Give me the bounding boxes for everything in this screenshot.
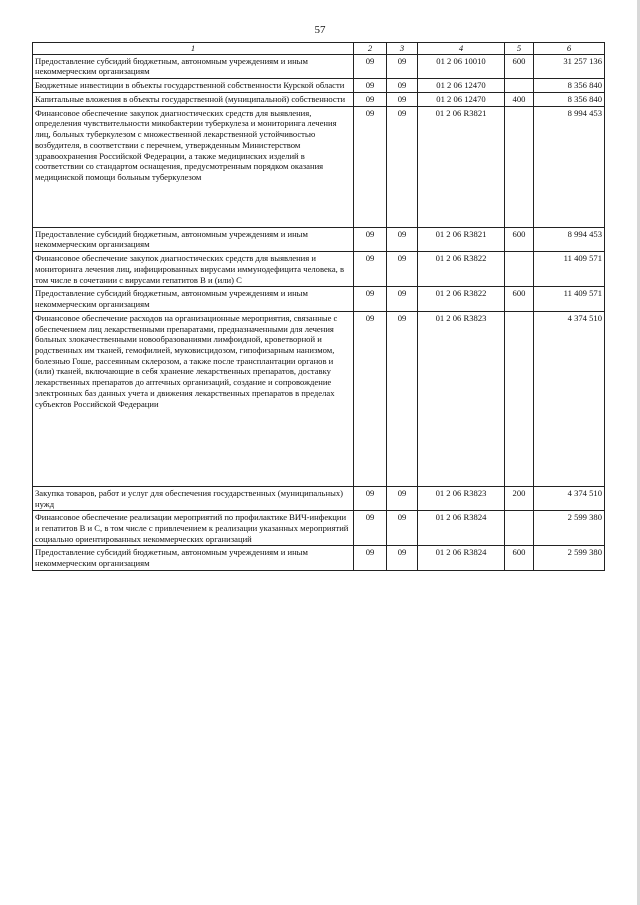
row-section: 09 <box>354 92 387 106</box>
row-expense-type <box>505 79 534 93</box>
row-name: Бюджетные инвестиции в объекты государственной собственности Курской области <box>33 79 354 93</box>
row-name: Финансовое обеспечение закупок диагностических средств для выявления и мониторинга лечения лиц, инфицированных вирусами иммунодефицита человека, в том числе в сочетании с вирусами гепатитов В и (или) С <box>33 252 354 287</box>
row-expense-type: 400 <box>505 92 534 106</box>
row-target-code: 01 2 06 R3821 <box>418 227 505 251</box>
row-name: Предоставление субсидий бюджетным, автономным учреждениям и иным некоммерческим организациям <box>33 54 354 78</box>
row-amount: 8 356 840 <box>534 92 605 106</box>
row-target-code: 01 2 06 R3821 <box>418 106 505 227</box>
row-subsection: 09 <box>387 54 418 78</box>
row-target-code: 01 2 06 R3822 <box>418 252 505 287</box>
row-target-code: 01 2 06 10010 <box>418 54 505 78</box>
row-subsection: 09 <box>387 486 418 510</box>
row-amount: 11 409 571 <box>534 287 605 311</box>
row-expense-type <box>505 311 534 486</box>
row-target-code: 01 2 06 R3824 <box>418 511 505 546</box>
row-amount: 4 374 510 <box>534 311 605 486</box>
row-target-code: 01 2 06 R3823 <box>418 486 505 510</box>
budget-table <box>32 42 605 571</box>
row-target-code: 01 2 06 R3824 <box>418 546 505 570</box>
table-row <box>33 311 605 486</box>
header-col-4: 4 <box>418 43 505 55</box>
table-row <box>33 106 605 227</box>
row-expense-type: 600 <box>505 54 534 78</box>
row-amount: 2 599 380 <box>534 546 605 570</box>
row-section: 09 <box>354 252 387 287</box>
row-expense-type: 600 <box>505 546 534 570</box>
row-subsection: 09 <box>387 106 418 227</box>
row-name: Финансовое обеспечение реализации мероприятий по профилактике ВИЧ-инфекции и гепатитов В и С, в том числе с привлечением к реализации указанных мероприятий социально ориентированных некоммерческих организаций <box>33 511 354 546</box>
row-section: 09 <box>354 54 387 78</box>
row-name: Закупка товаров, работ и услуг для обеспечения государственных (муниципальных) нужд <box>33 486 354 510</box>
row-expense-type: 200 <box>505 486 534 510</box>
row-name: Финансовое обеспечение закупок диагностических средств для выявления, определения чувствительности микобактерии туберкулеза и мониторинга лечения лиц, больных туберкулезом с множественной лекарственной устойчивостью возбудителя, в соответствии с перечнем, утвержденным Министерством здравоохранения Российской Федерации, а также медицинских изделий в соответствии со стандартом оснащения, предусмотренным порядком оказания медицинской помощи больным туберкулезом <box>33 106 354 227</box>
header-col-2: 2 <box>354 43 387 55</box>
row-name: Капитальные вложения в объекты государственной (муниципальной) собственности <box>33 92 354 106</box>
row-section: 09 <box>354 287 387 311</box>
header-col-5: 5 <box>505 43 534 55</box>
row-amount: 8 356 840 <box>534 79 605 93</box>
row-section: 09 <box>354 311 387 486</box>
row-subsection: 09 <box>387 252 418 287</box>
row-name: Предоставление субсидий бюджетным, автономным учреждениям и иным некоммерческим организациям <box>33 227 354 251</box>
row-section: 09 <box>354 486 387 510</box>
row-expense-type: 600 <box>505 227 534 251</box>
row-expense-type <box>505 106 534 227</box>
row-amount: 11 409 571 <box>534 252 605 287</box>
table-row <box>33 92 605 106</box>
row-target-code: 01 2 06 12470 <box>418 92 505 106</box>
row-subsection: 09 <box>387 546 418 570</box>
table-row <box>33 546 605 570</box>
row-target-code: 01 2 06 R3822 <box>418 287 505 311</box>
header-col-6: 6 <box>534 43 605 55</box>
row-expense-type <box>505 252 534 287</box>
row-subsection: 09 <box>387 511 418 546</box>
row-section: 09 <box>354 79 387 93</box>
table-row <box>33 486 605 510</box>
row-section: 09 <box>354 106 387 227</box>
table-row <box>33 79 605 93</box>
row-name: Финансовое обеспечение расходов на организационные мероприятия, связанные с обеспечением лиц лекарственными препаратами, предназначенными для лечения больных злокачественными новообразованиями лимфоидной, кроветворной и родственных им тканей, гемофилией, муковисцидозом, гипофизарным нанизмом, болезнью Гоше, рассеянным склерозом, а также после трансплантации органов и (или) тканей, включающие в себя хранение лекарственных препаратов, доставку лекарственных препаратов до аптечных организаций, создание и сопровождение электронных баз данных учета и движения лекарственных препаратов в пределах субъектов Российской Федерации <box>33 311 354 486</box>
row-amount: 4 374 510 <box>534 486 605 510</box>
row-expense-type <box>505 511 534 546</box>
row-subsection: 09 <box>387 287 418 311</box>
row-amount: 8 994 453 <box>534 227 605 251</box>
table-row <box>33 511 605 546</box>
row-target-code: 01 2 06 R3823 <box>418 311 505 486</box>
row-name: Предоставление субсидий бюджетным, автономным учреждениям и иным некоммерческим организациям <box>33 546 354 570</box>
header-col-1: 1 <box>33 43 354 55</box>
row-amount: 31 257 136 <box>534 54 605 78</box>
page-number: 57 <box>314 24 326 36</box>
row-amount: 2 599 380 <box>534 511 605 546</box>
row-amount: 8 994 453 <box>534 106 605 227</box>
row-section: 09 <box>354 546 387 570</box>
row-subsection: 09 <box>387 92 418 106</box>
table-row <box>33 252 605 287</box>
row-subsection: 09 <box>387 79 418 93</box>
row-expense-type: 600 <box>505 287 534 311</box>
table-row <box>33 227 605 251</box>
row-subsection: 09 <box>387 311 418 486</box>
row-section: 09 <box>354 227 387 251</box>
row-subsection: 09 <box>387 227 418 251</box>
row-target-code: 01 2 06 12470 <box>418 79 505 93</box>
header-row <box>33 43 605 55</box>
row-name: Предоставление субсидий бюджетным, автономным учреждениям и иным некоммерческим организациям <box>33 287 354 311</box>
header-col-3: 3 <box>387 43 418 55</box>
row-section: 09 <box>354 511 387 546</box>
table-row <box>33 54 605 78</box>
table-row <box>33 287 605 311</box>
